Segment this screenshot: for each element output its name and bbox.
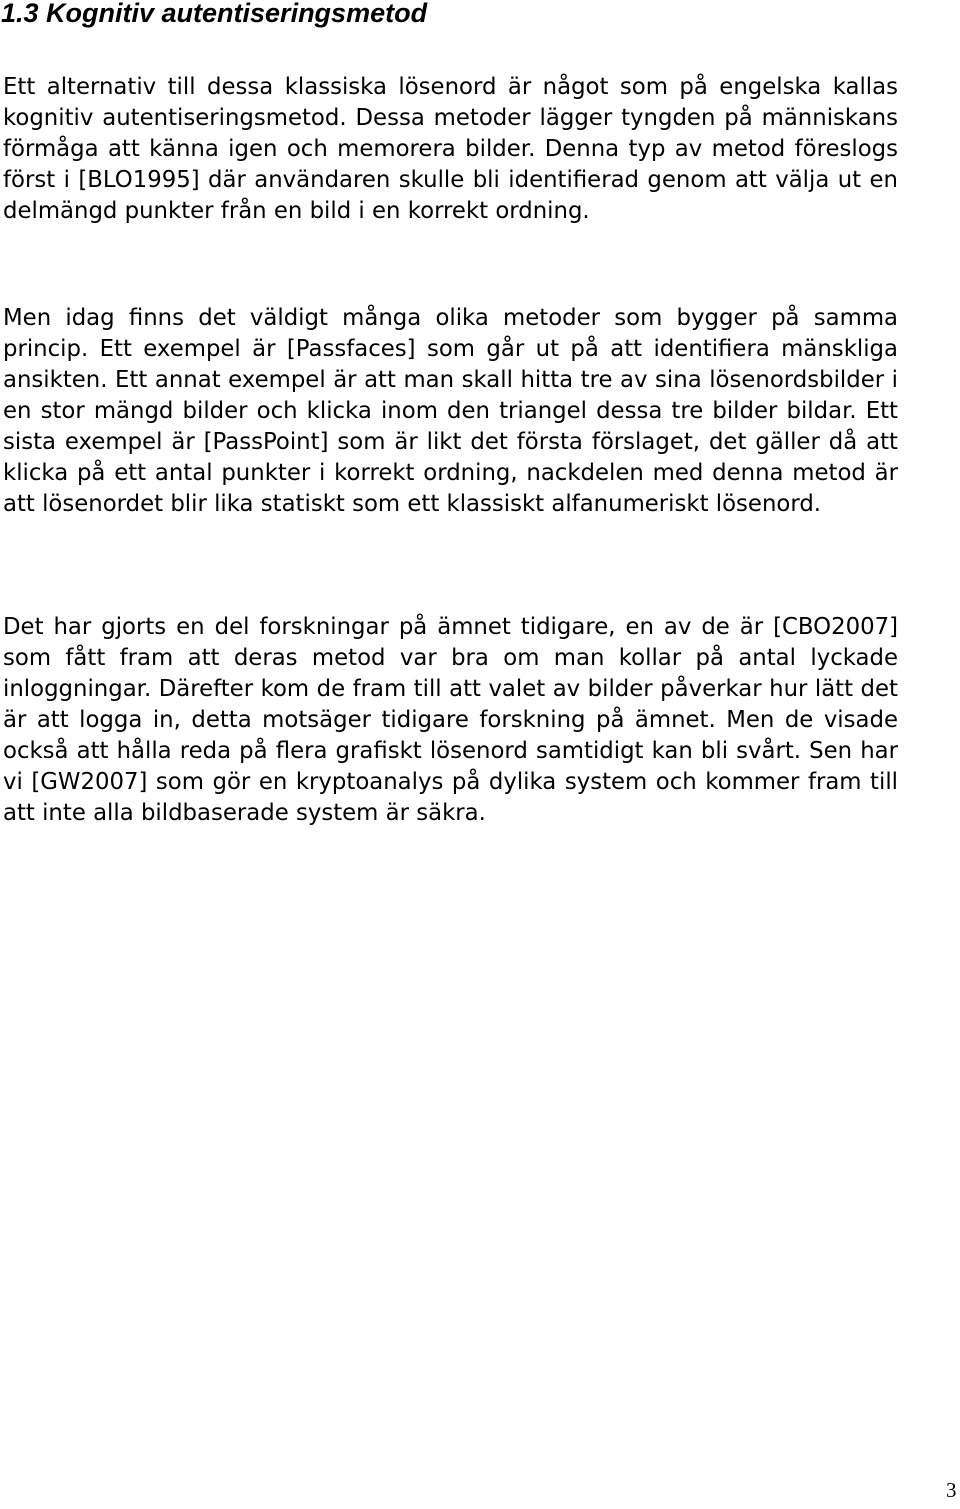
page-number: 3 [946,1478,957,1502]
paragraph-research: Det har gjorts en del forskningar på ämnet tidigare, en av de är [CBO2007] som fått fram att deras metod var bra om man kollar på antal lyckade inloggningar. Därefter kom de fram till att valet av bilder påverkar hur lätt det är att logga in, detta motsäger tidigare forskning på ämnet. Men de visade också att hålla reda på flera grafiskt lösenord samtidigt kan bli svårt. Sen har vi [GW2007] som gör en kryptoanalys på dylika system och kommer fram till att inte alla bildbaserade system är säkra. [3,614,898,826]
paragraph-methods: Men idag finns det väldigt många olika metoder som bygger på samma princip. Ett exempel är [Passfaces] som går ut på att identifiera mänskliga ansikten. Ett annat exempel är att man skall hitta tre av sina lösenordsbilder i en stor mängd bilder och klicka inom den triangel dessa tre bilder bildar. Ett sista exempel är [PassPoint] som är likt det första förslaget, det gäller då att klicka på ett antal punkter i korrekt ordning, nackdelen med denna metod är att lösenordet blir lika statiskt som ett klassiskt alfanumeriskt lösenord. [3,305,898,517]
section-heading: 1.3 Kognitiv autentiseringsmetod [1,0,428,28]
paragraph-intro: Ett alternativ till dessa klassiska lösenord är något som på engelska kallas kognitiv autentiseringsmetod. Dessa metoder lägger tyngden på människans förmåga att känna igen och memorera bilder. Denna typ av metod föreslogs först i [BLO1995] där användaren skulle bli identifierad genom att välja ut en delmängd punkter från en bild i en korrekt ordning. [3,74,898,224]
